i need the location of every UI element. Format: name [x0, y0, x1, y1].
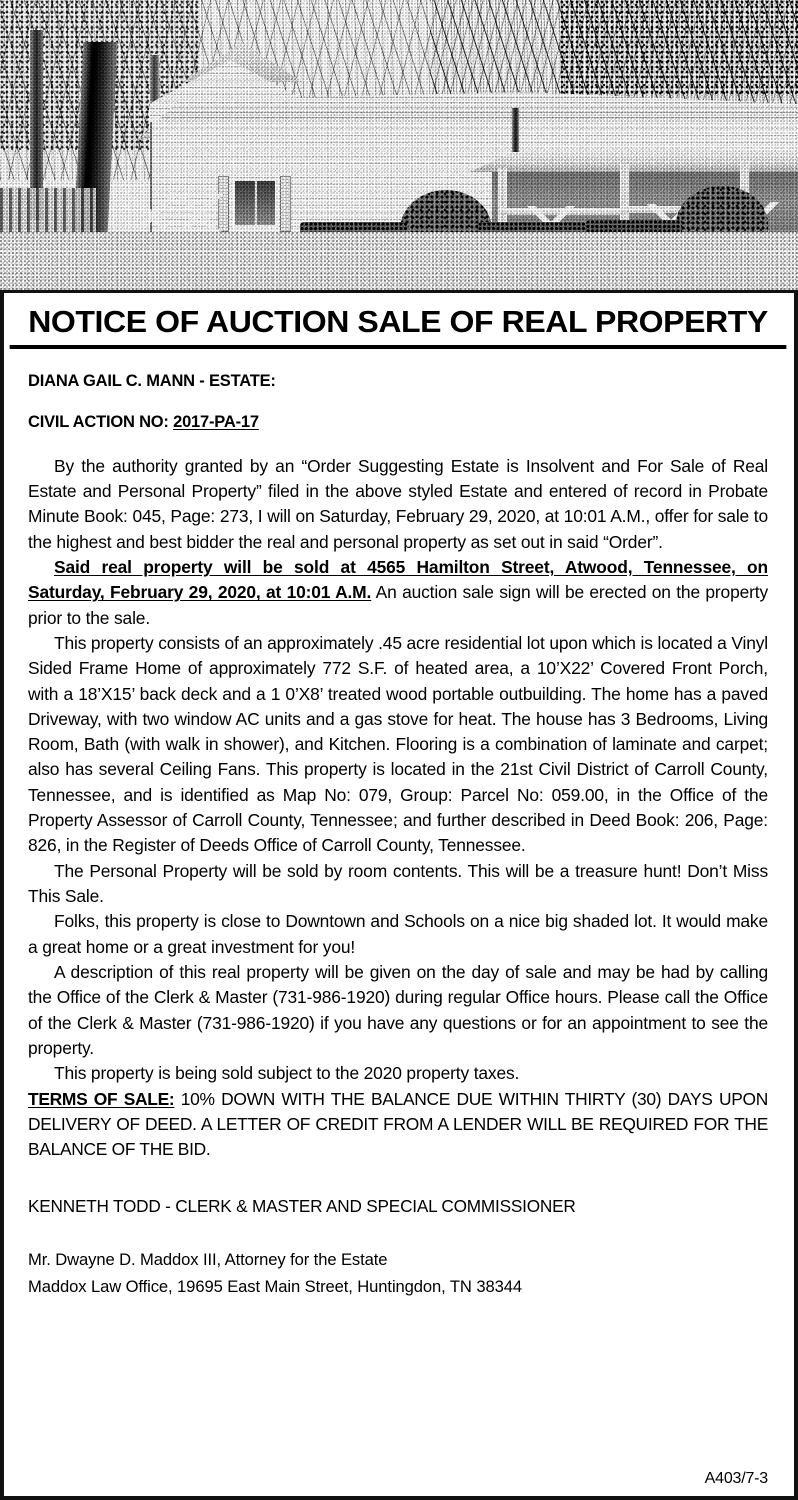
attorney-block: [28, 1247, 768, 1301]
attorney-address-line: Maddox Law Office, 19695 East Main Street, Huntingdon, TN 38344: [28, 1276, 522, 1296]
sale-details-emphasis: Said real property will be sold at 4565 Hamilton Street, Atwood, Tennessee, on Saturday, February 29, 2020, at 10:01 A.M.: [28, 556, 768, 603]
sale-details-remainder: An auction sale sign will be erected on the property prior to the sale.: [28, 582, 768, 628]
page-title: NOTICE OF AUCTION SALE OF REAL PROPERTY: [10, 307, 787, 349]
paragraph-authority: By the authority granted by an “Order Suggesting Estate is Insolvent and For Sale of Real Estate and Personal Property” filed in the above styled Estate and entered of record in Probate Minute Book: 045, Page: 273, I will on Saturday, February 29, 2020, at 10:01 A.M., offer for sale to the highest and best bidder the real and personal property as set out in said “Order”.: [28, 455, 768, 552]
estate-name: DIANA GAIL C. MANN - ESTATE:: [28, 371, 276, 390]
paragraph-description-call: A description of this real property will be given on the day of sale and may be had by calling the Office of the Clerk & Master (731-986-1920) during regular Office hours. Please call the Office of the Clerk & Master (731-986-1920) if you have any questions or for an appointment to see the property.: [28, 961, 768, 1058]
terms-of-sale-text: 10% DOWN WITH THE BALANCE DUE WITHIN THIRTY (30) DAYS UPON DELIVERY OF DEED. A LETTER OF CREDIT FROM A LENDER WILL BE REQUIRED FOR THE BALANCE OF THE BID.: [28, 1088, 768, 1159]
paragraph-taxes: This property is being sold subject to the 2020 property taxes.: [54, 1063, 520, 1084]
paragraph-sale-details: [28, 555, 768, 631]
paragraph-folks: Folks, this property is close to Downtown and Schools on a nice big shaded lot. It would make a great home or a great investment for you!: [28, 911, 768, 957]
halftone-grain-overlay-secondary: [0, 0, 798, 290]
civil-action-label: CIVIL ACTION NO:: [28, 412, 169, 431]
clerk-and-master-signature: KENNETH TODD - CLERK & MASTER AND SPECIAL COMMISSIONER: [28, 1195, 576, 1216]
notice-body: [0, 293, 798, 1500]
terms-of-sale-label: TERMS OF SALE:: [28, 1088, 175, 1109]
terms-of-sale: [28, 1087, 768, 1162]
property-photo-image: [0, 0, 798, 290]
civil-action-line: [28, 413, 768, 432]
paragraph-personal-property: The Personal Property will be sold by room contents. This will be a treasure hunt! Don’t Miss This Sale.: [28, 860, 768, 907]
attorney-name-line: Mr. Dwayne D. Maddox III, Attorney for the Estate: [28, 1249, 388, 1269]
paragraph-property-description: This property consists of an approximately .45 acre residential lot upon which is located a Vinyl Sided Frame Home of approximately 772 S.F. of heated area, a 10’X22’ Covered Front Porch, with a 18’X15’ back deck and a 1 0’X8’ treated wood portable outbuilding. The home has a paved Driveway, with two window AC units and a gas stove for heat. The house has 3 Bedrooms, Living Room, Bath (with walk in shower), and Kitchen. Flooring is a combination of laminate and carpet; also has several Ceiling Fans. This property is located in the 21st Civil District of Carroll County, Tennessee, and is identified as Map No: 079, Group: Parcel No: 059.00, in the Office of the Property Assessor of Carroll County, Tennessee; and further described in Deed Book: 206, Page: 826, in the Register of Deeds Office of Carroll County, Tennessee.: [28, 632, 768, 856]
civil-action-number: 2017-PA-17: [173, 412, 259, 431]
reference-code: A403/7-3: [704, 1470, 768, 1487]
property-photo: [0, 0, 798, 293]
